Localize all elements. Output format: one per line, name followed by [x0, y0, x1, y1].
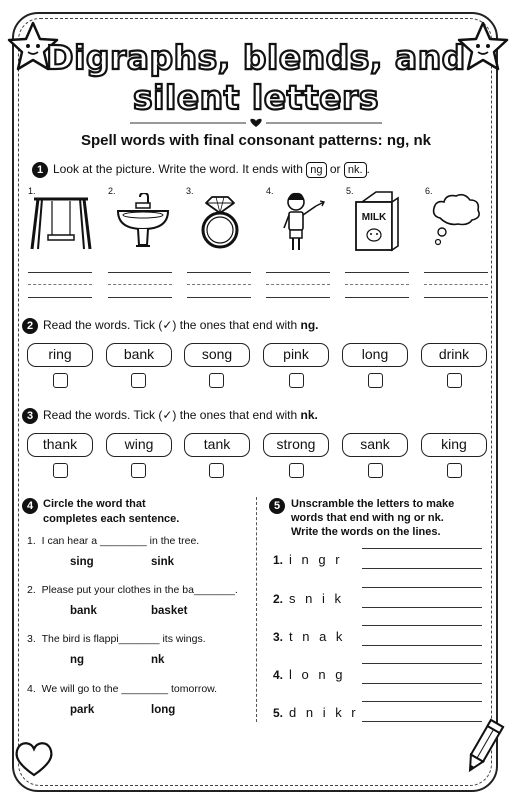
word-box: ring [27, 343, 93, 367]
swing-icon [30, 195, 92, 251]
item-number: 2. [27, 584, 36, 596]
write-line[interactable] [345, 272, 409, 273]
picture-number: 5. [346, 186, 354, 196]
sentence-item [27, 683, 217, 695]
write-line-guide [266, 284, 330, 285]
boy-pointing-icon [272, 188, 328, 254]
word-box: long [342, 343, 408, 367]
unscramble-item [273, 705, 359, 720]
write-line[interactable] [108, 272, 172, 273]
section-1-number: 1 [32, 162, 48, 178]
section-3-number: 3 [22, 408, 38, 424]
instruction-line: Write the words on the lines. [291, 526, 441, 538]
write-line-guide [108, 284, 172, 285]
word-box: sank [342, 433, 408, 457]
pencil-icon [462, 714, 506, 778]
column-divider [256, 497, 257, 722]
tick-box[interactable] [447, 463, 462, 478]
tick-box[interactable] [53, 373, 68, 388]
instruction-text: Read the words. Tick (✓) the ones that end with [43, 408, 301, 422]
instruction-text: Read the words. Tick (✓) the ones that end with [43, 318, 301, 332]
answer-option[interactable]: sing [70, 556, 94, 568]
answer-line[interactable] [362, 568, 482, 569]
section-5-number: 5 [269, 498, 285, 514]
item-number: 4. [27, 683, 36, 695]
sentence-text: Please put your clothes in the ba_______. [41, 584, 238, 596]
section-2-number: 2 [22, 318, 38, 334]
write-line[interactable] [108, 297, 172, 298]
answer-line[interactable] [362, 701, 482, 702]
write-line[interactable] [28, 297, 92, 298]
write-line-guide [424, 284, 488, 285]
chip-ng: ng [306, 162, 326, 178]
ring-icon [196, 193, 244, 251]
tick-box[interactable] [368, 463, 383, 478]
unscramble-item [273, 667, 345, 682]
sentence-text: We will go to the ________ tomorrow. [41, 683, 218, 695]
scrambled-letters: s n i k [289, 591, 344, 606]
sentence-item [27, 584, 238, 596]
scrambled-letters: t n a k [289, 629, 346, 644]
answer-line[interactable] [362, 721, 482, 722]
answer-line[interactable] [362, 663, 482, 664]
instruction-text: Look at the picture. Write the word. It ends with [53, 162, 303, 176]
instruction-line: Unscramble the letters to make [291, 498, 455, 510]
item-number: 3. [27, 633, 36, 645]
section-3-instruction [43, 408, 318, 422]
page-subtitle: Spell words with final consonant patterns: ng, nk [80, 132, 432, 149]
answer-option[interactable]: ng [70, 654, 85, 666]
instruction-emphasis: ng. [300, 318, 319, 332]
sentence-item [27, 633, 206, 645]
section-2-instruction [43, 318, 319, 332]
instruction-emphasis: nk. [300, 408, 318, 422]
sentence-text: I can hear a ________ in the tree. [41, 535, 200, 547]
write-line[interactable] [187, 297, 251, 298]
word-box: wing [106, 433, 172, 457]
word-box: song [184, 343, 250, 367]
thought-bubble-icon [430, 192, 482, 252]
write-line-guide [28, 284, 92, 285]
write-line[interactable] [28, 272, 92, 273]
tick-box[interactable] [368, 373, 383, 388]
picture-number: 2. [108, 186, 116, 196]
chip-nk: nk. [344, 162, 367, 178]
tick-box[interactable] [209, 373, 224, 388]
item-number: 5. [273, 706, 284, 720]
item-number: 4. [273, 668, 284, 682]
scrambled-letters: d n i k r [289, 705, 359, 720]
sentence-text: The bird is flappi_______ its wings. [41, 633, 206, 645]
word-box: bank [106, 343, 172, 367]
answer-option[interactable]: bank [70, 605, 97, 617]
answer-line[interactable] [362, 548, 482, 549]
milk-carton-icon [352, 190, 402, 252]
write-line-guide [345, 284, 409, 285]
section-5-instruction [291, 497, 454, 539]
answer-line[interactable] [362, 645, 482, 646]
section-4-number: 4 [22, 498, 38, 514]
unscramble-item [273, 629, 345, 644]
scrambled-letters: l o n g [289, 667, 346, 682]
unscramble-item [273, 591, 344, 606]
page-title-line1: Digraphs, blends, and [46, 38, 466, 77]
answer-option[interactable]: sink [151, 556, 175, 568]
tick-box[interactable] [289, 463, 304, 478]
answer-option[interactable]: nk [151, 654, 165, 666]
tick-box[interactable] [131, 373, 146, 388]
tick-box[interactable] [131, 463, 146, 478]
write-line[interactable] [424, 297, 488, 298]
answer-line[interactable] [362, 683, 482, 684]
word-box: strong [263, 433, 329, 457]
title-divider [130, 118, 382, 128]
page-title-line2: silent letters [133, 78, 379, 117]
answer-line[interactable] [362, 587, 482, 588]
answer-option[interactable]: park [70, 704, 95, 716]
word-box: king [421, 433, 487, 457]
answer-line[interactable] [362, 625, 482, 626]
word-box: thank [27, 433, 93, 457]
write-line[interactable] [345, 297, 409, 298]
write-line[interactable] [424, 272, 488, 273]
sink-icon [112, 193, 174, 251]
section-1-instruction [53, 162, 370, 178]
word-box: drink [421, 343, 487, 367]
period-text: . [366, 162, 370, 176]
item-number: 1. [27, 535, 36, 547]
instruction-line: Circle the word that [43, 498, 146, 510]
write-line[interactable] [187, 272, 251, 273]
answer-line[interactable] [362, 607, 482, 608]
sentence-item [27, 535, 199, 547]
write-line[interactable] [266, 272, 330, 273]
tick-box[interactable] [209, 463, 224, 478]
tick-box[interactable] [447, 373, 462, 388]
instruction-line: completes each sentence. [43, 513, 180, 525]
unscramble-item [273, 552, 343, 567]
milk-label: MILK [361, 212, 387, 223]
answer-option[interactable]: basket [151, 605, 188, 617]
write-line-guide [187, 284, 251, 285]
tick-box[interactable] [53, 463, 68, 478]
section-4-instruction [43, 497, 179, 527]
picture-number: 1. [28, 186, 36, 196]
picture-number: 6. [425, 186, 433, 196]
scrambled-letters: i n g r [289, 552, 343, 567]
item-number: 2. [273, 592, 284, 606]
item-number: 1. [273, 553, 284, 567]
or-text: or [329, 162, 341, 176]
picture-number: 3. [186, 186, 194, 196]
item-number: 3. [273, 630, 284, 644]
word-box: tank [184, 433, 250, 457]
word-box: pink [263, 343, 329, 367]
heart-icon [12, 738, 56, 778]
picture-number: 4. [266, 186, 274, 196]
tick-box[interactable] [289, 373, 304, 388]
write-line[interactable] [266, 297, 330, 298]
instruction-line: words that end with ng or nk. [291, 512, 444, 524]
answer-option[interactable]: long [151, 704, 176, 716]
